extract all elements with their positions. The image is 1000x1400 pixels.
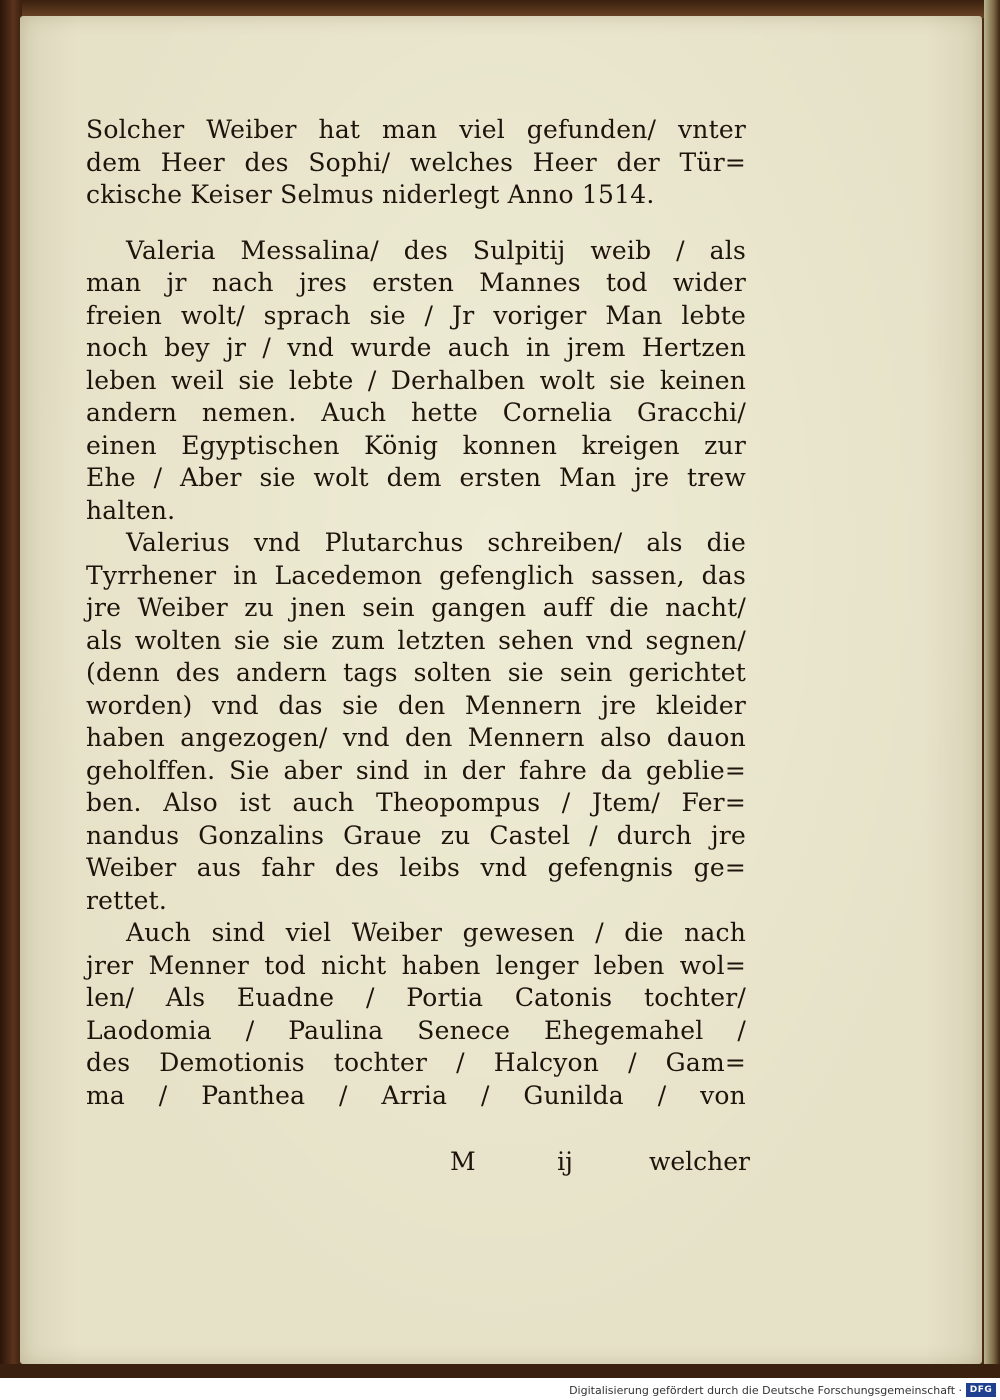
text-line: nandus Gonzalins Graue zu Castel / durch jre bbox=[86, 820, 746, 850]
footer-bar bbox=[0, 1378, 1000, 1400]
text-line: Valerius vnd Plutarchus schreiben/ als die bbox=[126, 528, 746, 557]
book-edge-bottom bbox=[0, 1364, 1000, 1378]
text-line: Laodomia / Paulina Senece Ehegemahel / bbox=[86, 1015, 746, 1045]
text-line: des Demotionis tochter / Halcyon / Gam= bbox=[86, 1048, 746, 1077]
text-line: halten. bbox=[86, 495, 176, 525]
paragraph-2 bbox=[86, 235, 746, 528]
signature-mark: M bbox=[450, 1146, 476, 1176]
text-line: freien wolt/ sprach sie / Jr voriger Man lebte bbox=[86, 300, 746, 330]
text-line: jrer Menner tod nicht haben lenger leben wol= bbox=[86, 950, 746, 980]
catchword: welcher bbox=[648, 1146, 750, 1176]
text-line: dem Heer des Sophi/ welches Heer der Tür= bbox=[86, 147, 746, 177]
text-line: als wolten sie sie zum letzten sehen vnd segnen/ bbox=[86, 625, 746, 655]
text-line: einen Egyptischen König konnen kreigen zur bbox=[86, 430, 746, 460]
text-line: Solcher Weiber hat man viel gefunden/ vnter bbox=[86, 115, 746, 144]
text-line: Valeria Messalina/ des Sulpitij weib / als bbox=[126, 235, 746, 265]
text-line: haben angezogen/ vnd den Mennern also dauon bbox=[86, 723, 746, 752]
text-line: (denn des andern tags solten sie sein gerichtet bbox=[86, 658, 746, 687]
text-line: andern nemen. Auch hette Cornelia Gracchi/ bbox=[86, 398, 746, 427]
text-line: leben weil sie lebte / Derhalben wolt sie keinen bbox=[86, 365, 746, 395]
text-line: Tyrrhener in Lacedemon gefenglich sassen, das bbox=[86, 560, 746, 590]
text-line: Auch sind viel Weiber gewesen / die nach bbox=[126, 918, 746, 947]
signature-line bbox=[450, 1144, 750, 1178]
paragraph-3 bbox=[86, 527, 746, 917]
text-line: Ehe / Aber sie wolt dem ersten Man jre trew bbox=[86, 463, 746, 492]
text-line: len/ Als Euadne / Portia Catonis tochter/ bbox=[86, 983, 746, 1012]
text-line: ma / Panthea / Arria / Gunilda / von bbox=[86, 1080, 746, 1110]
book-page bbox=[20, 16, 982, 1364]
page-text bbox=[86, 114, 746, 1112]
book-edge-right bbox=[984, 0, 1000, 1378]
book-edge-left bbox=[0, 0, 22, 1378]
text-line: ckische Keiser Selmus niderlegt Anno 1514. bbox=[86, 180, 655, 209]
paragraph-gap bbox=[86, 212, 746, 235]
text-line: man jr nach jres ersten Mannes tod wider bbox=[86, 268, 746, 297]
dfg-logo-icon: DFG bbox=[966, 1383, 996, 1397]
paragraph-4 bbox=[86, 917, 746, 1112]
paragraph-1 bbox=[86, 114, 746, 212]
text-line: noch bey jr / vnd wurde auch in jrem Hertzen bbox=[86, 333, 746, 362]
text-line: worden) vnd das sie den Mennern jre kleider bbox=[86, 690, 746, 720]
funding-credit: Digitalisierung gefördert durch die Deutsche Forschungsgemeinschaft · bbox=[569, 1384, 962, 1397]
text-line: ben. Also ist auch Theopompus / Jtem/ Fer= bbox=[86, 788, 746, 817]
text-line: rettet. bbox=[86, 885, 168, 915]
text-line: Weiber aus fahr des leibs vnd gefengnis ge= bbox=[86, 853, 746, 882]
text-line: geholffen. Sie aber sind in der fahre da geblie= bbox=[86, 755, 746, 785]
signature-number: ij bbox=[557, 1146, 573, 1176]
text-line: jre Weiber zu jnen sein gangen auff die nacht/ bbox=[86, 593, 746, 622]
